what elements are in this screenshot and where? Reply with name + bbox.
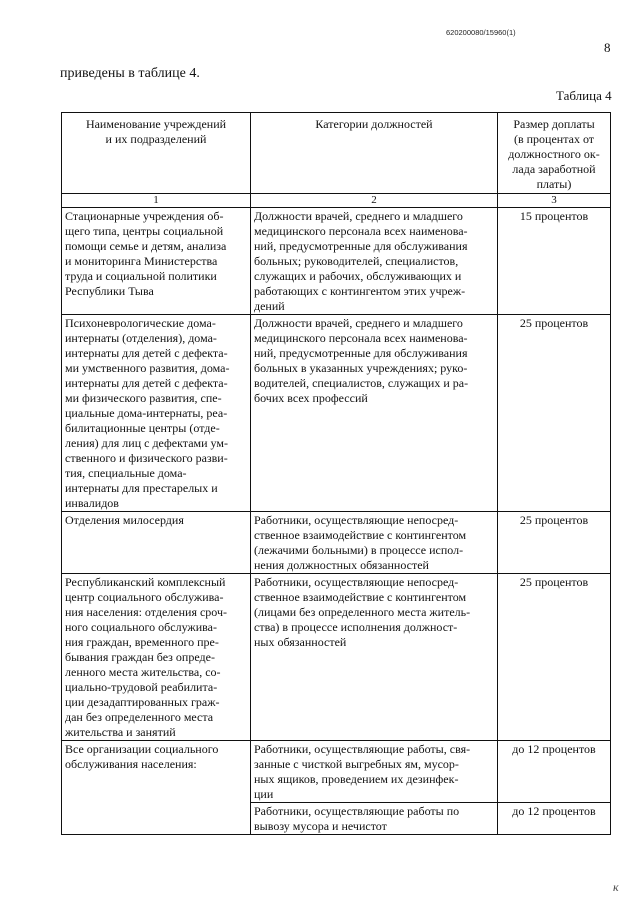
- table-row: [62, 315, 611, 512]
- institution-cell: Все организации социального обслуживания населения:: [62, 741, 251, 835]
- size-cell: 15 процентов: [498, 208, 611, 315]
- header-size: Размер доплаты (в процентах от должностного ок- лада заработной платы): [498, 113, 611, 194]
- table-row: [62, 741, 611, 803]
- table-row: [62, 208, 611, 315]
- table-caption: Таблица 4: [556, 88, 612, 103]
- page-number: 8: [604, 40, 611, 55]
- intro-text: приведены в таблице 4.: [60, 66, 200, 81]
- table-row: [62, 512, 611, 574]
- size-cell: до 12 процентов: [498, 741, 611, 803]
- size-cell: 25 процентов: [498, 574, 611, 741]
- category-cell: Работники, осуществляющие работы, свя- занные с чисткой выгребных ям, мусор- ных ящиков, проведением их дезинфек- ции: [251, 741, 498, 803]
- allowance-table: [61, 112, 611, 835]
- header-category: Категории должностей: [251, 113, 498, 194]
- size-cell: 25 процентов: [498, 512, 611, 574]
- table-header-row: [62, 113, 611, 194]
- category-cell: Должности врачей, среднего и младшего медицинского персонала всех наименова- ний, предусмотренные для обслуживания больных в указанных учреждениях; руко- водителей, специалистов, служащих и ра- бочих всех профессий: [251, 315, 498, 512]
- category-cell: Работники, осуществляющие работы по вывозу мусора и нечистот: [251, 803, 498, 835]
- size-cell: 25 процентов: [498, 315, 611, 512]
- column-number-row: [62, 194, 611, 208]
- corner-handwritten-mark: к: [613, 880, 619, 894]
- institution-cell: Стационарные учреждения об- щего типа, центры социальной помощи семье и детям, анализа и мониторинга Министерства труда и социальной политики Республики Тыва: [62, 208, 251, 315]
- column-number: 2: [251, 194, 498, 208]
- column-number: 1: [62, 194, 251, 208]
- category-cell: Работники, осуществляющие непосред- ственное взаимодействие с контингентом (лицами без определенного места житель- ства) в процессе исполнения должност- ных обязанностей: [251, 574, 498, 741]
- institution-cell: Республиканский комплексный центр социального обслужива- ния населения: отделения сроч- ного социального обслужива- ния граждан, временного пре- бывания граждан без опреде- ленного места жительства, со- циально-трудовой реабилита- ции дезадаптированных граж- дан без определенного места жительства и занятий: [62, 574, 251, 741]
- table-row: [62, 574, 611, 741]
- header-institution: Наименование учреждений и их подразделений: [62, 113, 251, 194]
- institution-cell: Отделения милосердия: [62, 512, 251, 574]
- institution-cell: Психоневрологические дома- интернаты (отделения), дома- интернаты для детей с дефекта- ми умственного развития, дома- интернаты для детей с дефекта- ми физического развития, спе- циальные дома-интернаты, реа- билитационные центры (отде- ления) для лиц с дефектами ум- ственного и физического разви- тия, специальные дома- интернаты для престарелых и инвалидов: [62, 315, 251, 512]
- column-number: 3: [498, 194, 611, 208]
- category-cell: Работники, осуществляющие непосред- ственное взаимодействие с контингентом (лежачими больными) в процессе испол- нения должностных обязанностей: [251, 512, 498, 574]
- document-id: 620200080/15960(1): [446, 28, 516, 37]
- size-cell: до 12 процентов: [498, 803, 611, 835]
- category-cell: Должности врачей, среднего и младшего медицинского персонала всех наименова- ний, предусмотренные для обслуживания больных; руководителей, специалистов, служащих и рабочих, обслуживающих и работающих с контингентом этих учреж- дений: [251, 208, 498, 315]
